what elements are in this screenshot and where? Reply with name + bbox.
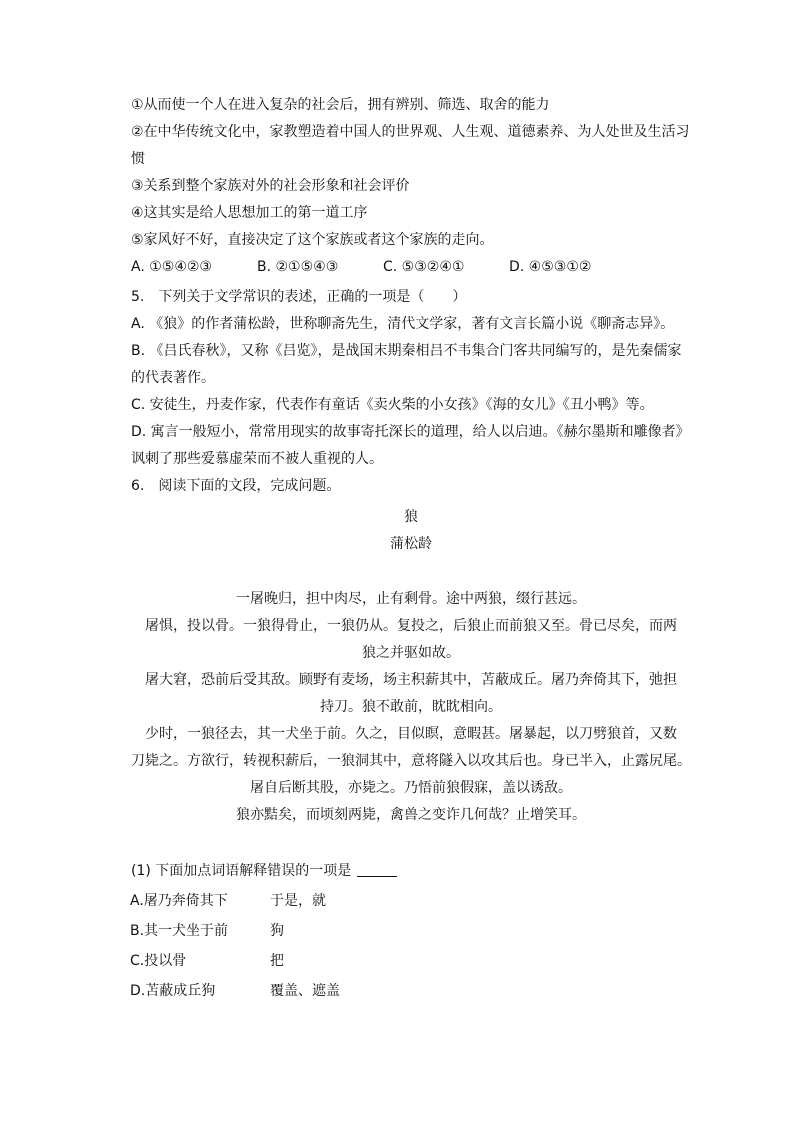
passage-line: 屠大窘，恐前后受其敌。顾野有麦场，场主积薪其中，苫蔽成丘。屠乃奔倚其下，弛担 <box>145 672 677 688</box>
question-4-block <box>131 92 691 281</box>
option-meaning: 把 <box>270 953 284 969</box>
option-row <box>130 976 690 1006</box>
option-phrase: C.投以骨 <box>130 953 187 969</box>
option-row <box>130 946 690 976</box>
option-a: A. ①⑤④②③ <box>131 259 212 275</box>
passage-heading <box>131 504 691 558</box>
passage-title: 狼 <box>404 509 418 525</box>
passage-line: 持刀。狼不敢前，眈眈相向。 <box>320 699 502 715</box>
passage-line: 狼亦黠矣，而顷刻两毙，禽兽之变诈几何哉？止增笑耳。 <box>236 807 586 823</box>
sentence-2a: ②在中华传统文化中，家教塑造着中国人的世界观、人生观、道德素养、为人处世及生活习 <box>131 124 690 140</box>
sentence-3: ③关系到整个家族对外的社会形象和社会评价 <box>131 178 410 194</box>
passage-line: 狼之并驱如故。 <box>362 645 460 661</box>
q5-option-b-line1: B. 《吕氏春秋》，又称《吕览》，是战国末期秦相吕不韦集合门客共同编写的，是先秦儒家 <box>131 343 682 359</box>
sub-question-1-options <box>130 886 690 1006</box>
q5-option-c: C. 安徒生，丹麦作家，代表作有童话《卖火柴的小女孩》《海的女儿》《丑小鸭》等。 <box>131 397 654 413</box>
passage-line: 一屠晚归，担中肉尽，止有剩骨。途中两狼，缀行甚远。 <box>236 591 586 607</box>
question-5-stem: 5. 下列关于文学常识的表述，正确的一项是（ ） <box>131 289 467 305</box>
sentence-4: ④这其实是给人思想加工的第一道工序 <box>131 205 368 221</box>
option-phrase: B.其一犬坐于前 <box>130 923 229 939</box>
question-5-block <box>131 284 691 500</box>
passage-line: 屠自后断其股，亦毙之。乃悟前狼假寐，盖以诱敌。 <box>250 780 572 796</box>
sentence-1: ①从而使一个人在进入复杂的社会后，拥有辨别、筛选、取舍的能力 <box>131 97 550 113</box>
sentence-5: ⑤家风好不好，直接决定了这个家族或者这个家族的走向。 <box>131 232 494 248</box>
q5-option-a: A. 《狼》的作者蒲松龄，世称聊斋先生，清代文学家，著有文言长篇小说《聊斋志异》。 <box>131 316 675 332</box>
option-b: B. ②①⑤④③ <box>257 259 339 275</box>
option-phrase: D.苫蔽成丘狗 <box>130 983 216 999</box>
question-4-options <box>131 254 691 281</box>
q5-option-b-line2: 的代表著作。 <box>131 370 215 386</box>
sentence-2b: 惯 <box>131 151 145 167</box>
passage-line: 刀毙之。方欲行，转视积薪后，一狼洞其中，意将隧入以攻其后也。身已半入，止露尻尾。 <box>131 753 691 769</box>
sub-question-1-stem: (1) 下面加点词语解释错误的一项是 <box>131 863 352 879</box>
option-c: C. ⑤③②④① <box>383 259 465 275</box>
passage-line: 少时，一狼径去，其一犬坐于前。久之，目似瞑，意暇甚。屠暴起，以刀劈狼首，又数 <box>145 726 677 742</box>
answer-blank[interactable] <box>357 860 397 877</box>
sub-question-1 <box>131 858 691 885</box>
passage-author: 蒲松龄 <box>390 536 432 552</box>
option-meaning: 狗 <box>270 923 284 939</box>
option-row <box>130 886 690 916</box>
option-meaning: 覆盖、遮盖 <box>270 983 340 999</box>
option-d: D. ④⑤③①② <box>509 259 592 275</box>
q5-option-d-line1: D. 寓言一般短小，常常用现实的故事寄托深长的道理，给人以启迪。《赫尔墨斯和雕像者》 <box>131 424 690 440</box>
question-6-stem: 6. 阅读下面的文段，完成问题。 <box>131 478 341 494</box>
q5-option-d-line2: 讽刺了那些爱慕虚荣而不被人重视的人。 <box>131 451 383 467</box>
option-meaning: 于是，就 <box>270 893 326 909</box>
option-phrase: A.屠乃奔倚其下 <box>130 893 228 909</box>
option-row <box>130 916 690 946</box>
passage-body <box>131 586 691 829</box>
passage-line: 屠惧，投以骨。一狼得骨止，一狼仍从。复投之，后狼止而前狼又至。骨已尽矣，而两 <box>145 618 677 634</box>
